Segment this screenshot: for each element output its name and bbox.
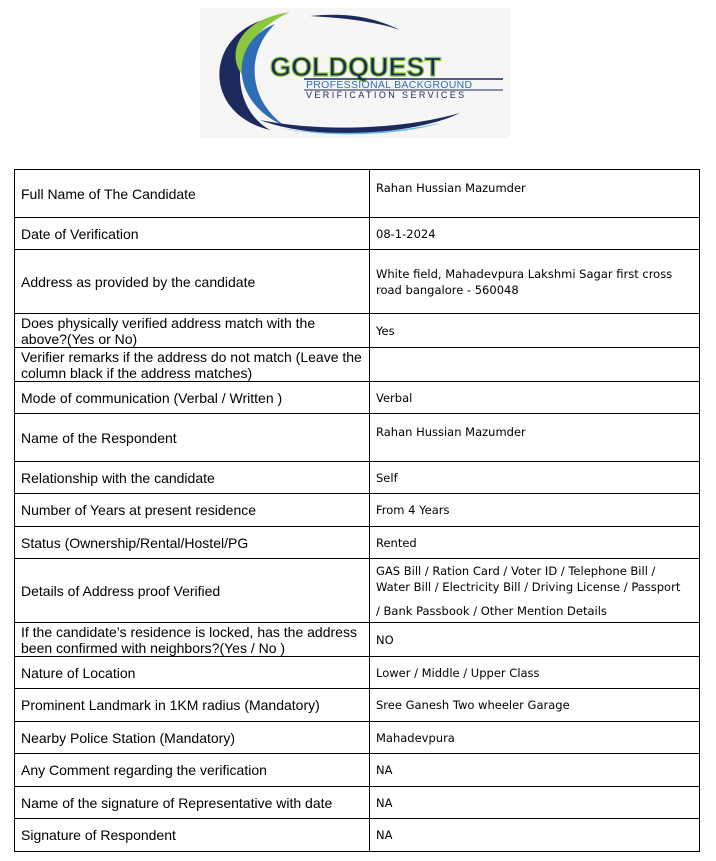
logo-graphic — [200, 8, 510, 138]
logo-brand: GOLDQUEST — [270, 52, 442, 82]
table-row — [15, 494, 700, 527]
table-row — [15, 754, 700, 787]
row-value: Lower / Middle / Upper Class — [370, 657, 700, 689]
row-value: NA — [370, 787, 700, 819]
table-row — [15, 657, 700, 689]
table-row — [15, 218, 700, 250]
goldquest-logo — [200, 8, 510, 138]
row-value: NA — [370, 819, 700, 852]
table-row — [15, 689, 700, 722]
address-proof-list-cont: / Bank Passbook / Other Mention Details — [376, 603, 607, 618]
row-value: NA — [370, 754, 700, 787]
row-value: Rahan Hussian Mazumder — [370, 170, 700, 218]
row-label: Details of Address proof Verified — [15, 559, 370, 623]
row-label: Nature of Location — [15, 657, 370, 689]
logo-tagline-2: VERIFICATION SERVICES — [306, 90, 467, 100]
table-row — [15, 462, 700, 494]
row-value: Yes — [370, 314, 700, 348]
row-label: Full Name of The Candidate — [15, 170, 370, 218]
table-row — [15, 382, 700, 414]
table-row — [15, 722, 700, 754]
row-label: Relationship with the candidate — [15, 462, 370, 494]
row-label: Prominent Landmark in 1KM radius (Mandatory) — [15, 689, 370, 722]
row-label: Address as provided by the candidate — [15, 250, 370, 314]
verification-form-table — [14, 169, 700, 852]
table-row — [15, 819, 700, 852]
table-row — [15, 250, 700, 314]
row-label: Signature of Respondent — [15, 819, 370, 852]
row-value: Rahan Hussian Mazumder — [370, 414, 700, 462]
row-value: 08-1-2024 — [370, 218, 700, 250]
table-row — [15, 314, 700, 348]
row-value: Verbal — [370, 382, 700, 414]
table-row — [15, 559, 700, 623]
table-row — [15, 527, 700, 559]
row-value — [370, 348, 700, 382]
row-label: Does physically verified address match with the above?(Yes or No) — [15, 314, 370, 348]
row-label: Name of the signature of Representative with date — [15, 787, 370, 819]
logo-tagline-1: PROFESSIONAL BACKGROUND — [306, 79, 473, 91]
row-label: Mode of communication (Verbal / Written ) — [15, 382, 370, 414]
row-label: If the candidate’s residence is locked, has the address been confirmed with neighbors?(Yes / No ) — [15, 623, 370, 657]
row-value: Self — [370, 462, 700, 494]
row-label: Verifier remarks if the address do not match (Leave the column black if the address matches) — [15, 348, 370, 382]
row-label: Nearby Police Station (Mandatory) — [15, 722, 370, 754]
row-label: Date of Verification — [15, 218, 370, 250]
table-row — [15, 623, 700, 657]
row-value: From 4 Years — [370, 494, 700, 527]
row-label: Status (Ownership/Rental/Hostel/PG — [15, 527, 370, 559]
address-proof-list: GAS Bill / Ration Card / Voter ID / Telephone Bill / Water Bill / Electricity Bill / Driving License / Passport — [376, 563, 681, 594]
row-value: Sree Ganesh Two wheeler Garage — [370, 689, 700, 722]
table-row — [15, 414, 700, 462]
table-row — [15, 348, 700, 382]
row-value — [370, 559, 700, 623]
row-label: Name of the Respondent — [15, 414, 370, 462]
row-label: Number of Years at present residence — [15, 494, 370, 527]
row-value: NO — [370, 623, 700, 657]
row-value: Rented — [370, 527, 700, 559]
row-value: Mahadevpura — [370, 722, 700, 754]
table-row — [15, 787, 700, 819]
row-value: White field, Mahadevpura Lakshmi Sagar first cross road bangalore - 560048 — [370, 250, 700, 314]
row-label: Any Comment regarding the verification — [15, 754, 370, 787]
table-row — [15, 170, 700, 218]
